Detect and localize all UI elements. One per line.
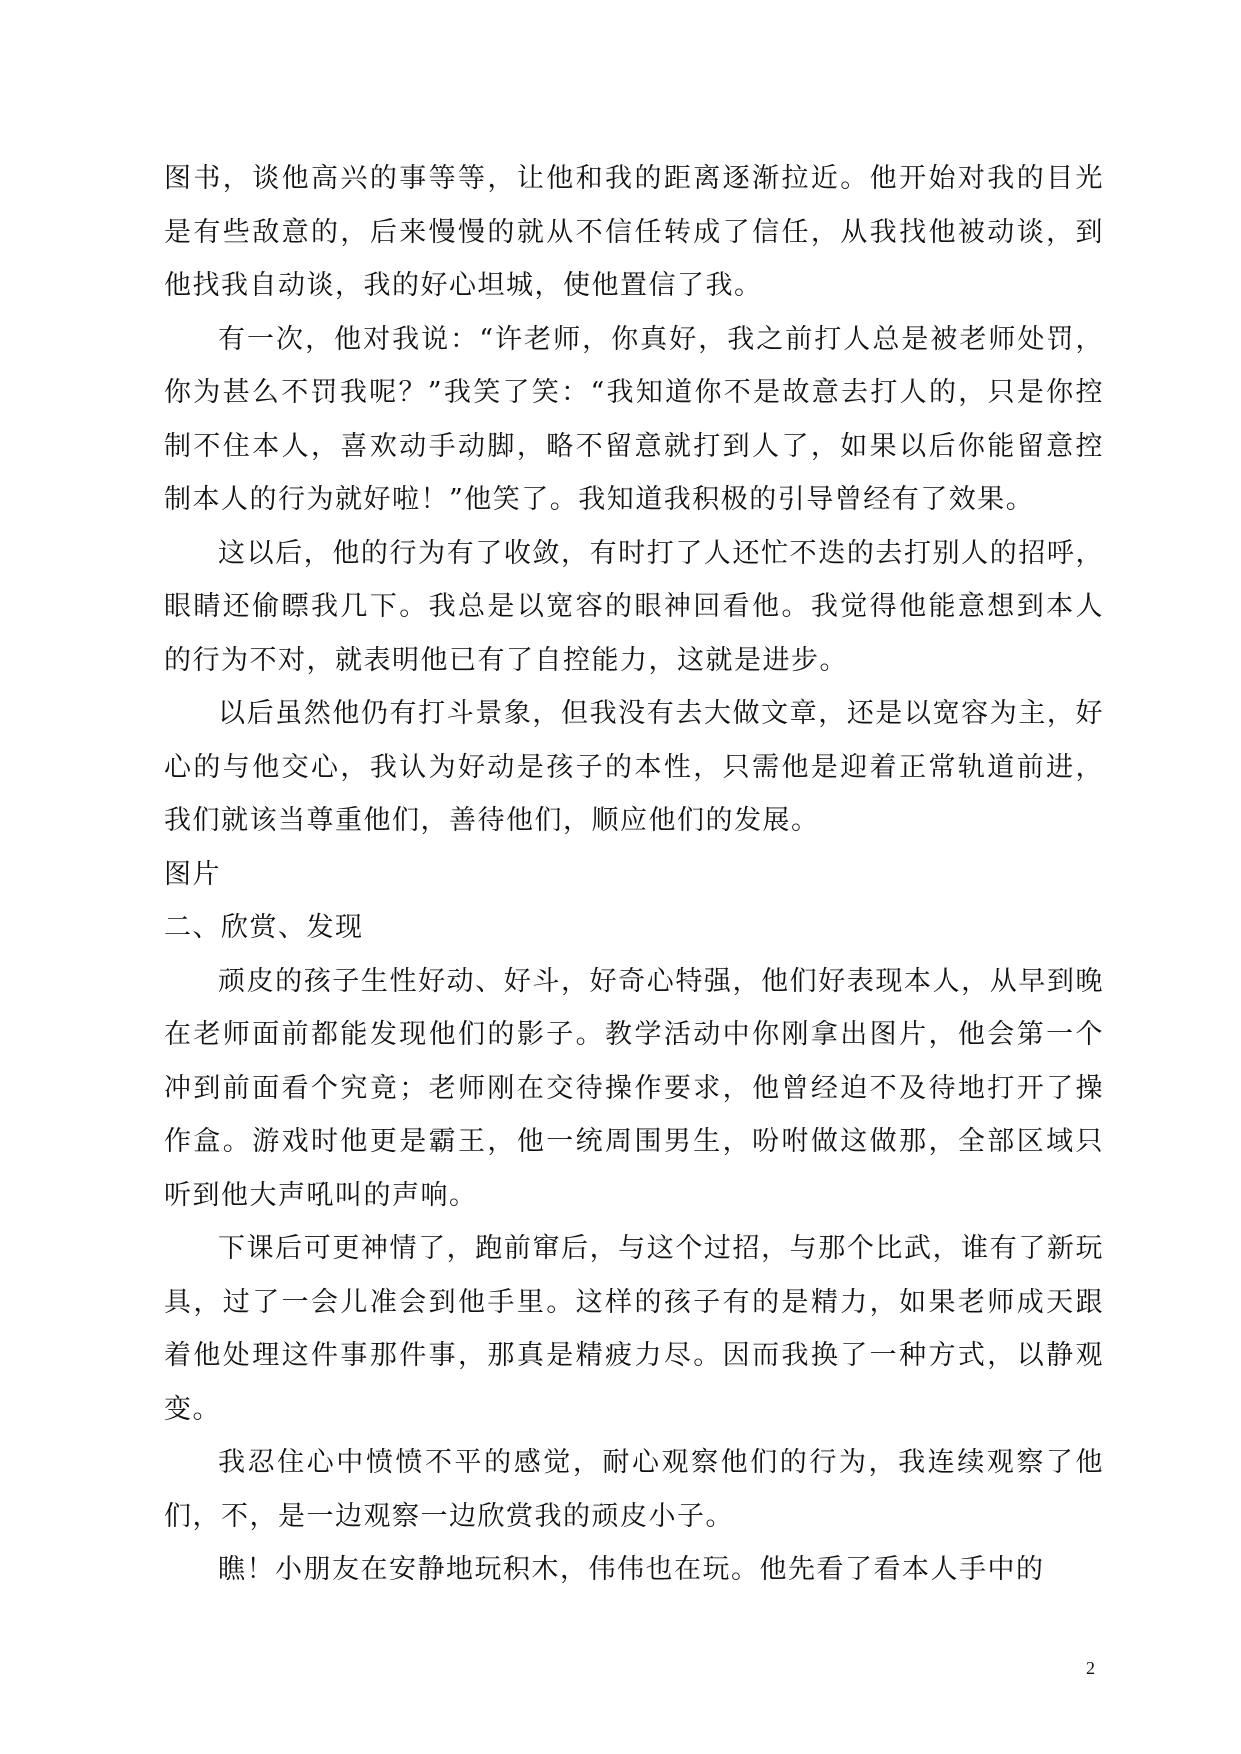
- body-text: [164, 152, 1104, 1597]
- paragraph-1: 图书，谈他高兴的事等等，让他和我的距离逐渐拉近。他开始对我的目光是有些敌意的，后来慢慢的就从不信任转成了信任，从我找他被动谈，到他找我自动谈，我的好心坦城，使他置信了我。: [164, 163, 1104, 301]
- paragraph-5: 顽皮的孩子生性好动、好斗，好奇心特强，他们好表现本人，从早到晚在老师面前都能发现他们的影子。教学活动中你刚拿出图片，他会第一个冲到前面看个究竟；老师刚在交待操作要求，他曾经迫不及待地打开了操作盒。游戏时他更是霸王，他一统周围男生，吩咐做这做那，全部区域只听到他大声吼叫的声响。: [164, 965, 1104, 1211]
- paragraph-7: 我忍住心中愤愤不平的感觉，耐心观察他们的行为，我连续观察了他们，不，是一边观察一边欣赏我的顽皮小子。: [164, 1447, 1104, 1532]
- paragraph-4: 以后虽然他仍有打斗景象，但我没有去大做文章，还是以宽容为主，好心的与他交心，我认为好动是孩子的本性，只需他是迎着正常轨道前进，我们就该当尊重他们，善待他们，顺应他们的发展。: [164, 698, 1104, 836]
- paragraph-8: 瞧！小朋友在安静地玩积木，伟伟也在玩。他先看了看本人手中的: [218, 1554, 1045, 1585]
- image-placeholder-label: 图片: [164, 858, 221, 890]
- paragraph-3: 这以后，他的行为有了收敛，有时打了人还忙不迭的去打别人的招呼，眼睛还偷瞟我几下。我总是以宽容的眼神回看他。我觉得他能意想到本人的行为不对，就表明他已有了自控能力，这就是进步。: [164, 537, 1104, 676]
- section-heading: 二、欣赏、发现: [164, 912, 364, 943]
- page-number: 2: [1086, 1658, 1095, 1678]
- paragraph-2: 有一次，他对我说：“许老师，你真好，我之前打人总是被老师处罚，你为甚么不罚我呢？”我笑了笑：“我知道你不是故意去打人的，只是你控制不住本人，喜欢动手动脚，略不留意就打到人了，如果以后你能留意控制本人的行为就好啦！”他笑了。我知道我积极的引导曾经有了效果。: [164, 323, 1104, 515]
- paragraph-6: 下课后可更神情了，跑前窜后，与这个过招，与那个比武，谁有了新玩具，过了一会儿准会到他手里。这样的孩子有的是精力，如果老师成天跟着他处理这件事那件事，那真是精疲力尽。因而我换了一种方式，以静观变。: [164, 1233, 1104, 1425]
